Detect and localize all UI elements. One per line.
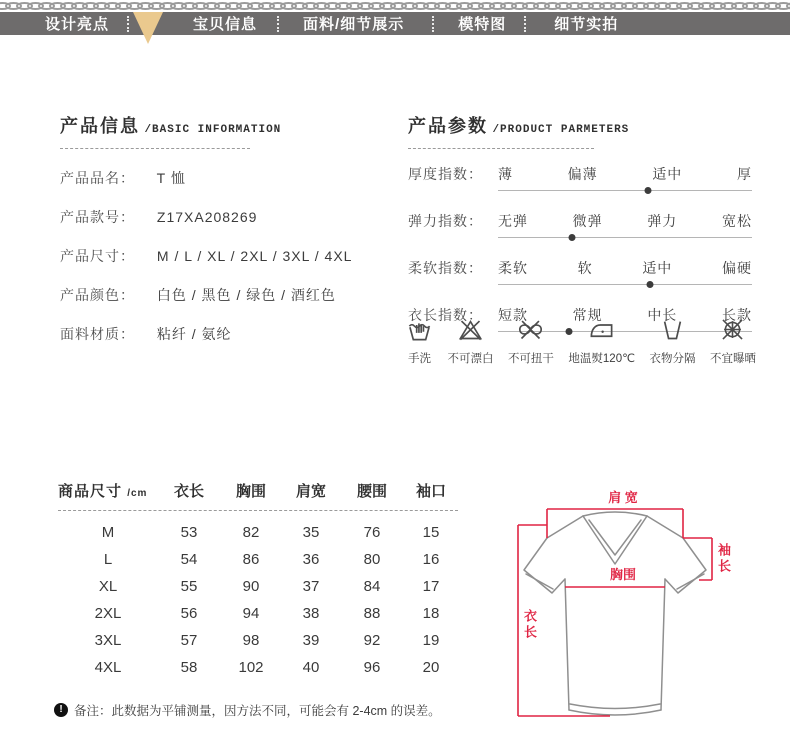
size-cell: L bbox=[103, 551, 113, 568]
care-label: 手洗 bbox=[408, 353, 431, 365]
care-item bbox=[568, 316, 635, 366]
param-option: 宽松 bbox=[721, 213, 752, 229]
tab-fabric-details[interactable]: 面料/细节展示 bbox=[303, 16, 405, 33]
product-info-section bbox=[60, 112, 400, 344]
tshirt-measurement-diagram bbox=[495, 463, 785, 739]
param-label: 厚度指数： bbox=[408, 166, 483, 182]
tab-design-highlights[interactable]: 设计亮点 bbox=[45, 16, 110, 33]
product-params-title: 产品参数 bbox=[408, 116, 488, 136]
value-cell: 56 bbox=[180, 605, 198, 622]
wash-separately-icon bbox=[659, 316, 686, 348]
care-label: 不可扭干 bbox=[507, 353, 554, 365]
value-cell: 37 bbox=[302, 578, 320, 595]
param-option: 弹力 bbox=[647, 213, 678, 229]
param-scale bbox=[498, 190, 752, 196]
size-table bbox=[58, 478, 458, 681]
value-cell: 58 bbox=[180, 659, 198, 676]
info-row-name bbox=[60, 168, 400, 188]
param-option: 常规 bbox=[572, 307, 603, 323]
info-row-colors bbox=[60, 285, 400, 305]
param-option: 柔软 bbox=[498, 260, 528, 276]
table-row bbox=[58, 546, 458, 573]
value-cell: 88 bbox=[363, 605, 381, 622]
shoulder-width-label: 肩 宽 bbox=[608, 490, 638, 505]
value-cell: 20 bbox=[422, 659, 440, 676]
value-cell: 84 bbox=[363, 578, 381, 595]
table-row bbox=[58, 519, 458, 546]
active-tab-pointer-icon bbox=[133, 12, 163, 44]
product-params-subtitle: /PRODUCT PARMETERS bbox=[492, 124, 630, 136]
param-option: 短款 bbox=[498, 307, 528, 323]
info-value: 粘纤 / 氨纶 bbox=[156, 326, 232, 342]
param-option: 偏薄 bbox=[567, 166, 598, 182]
size-cell: M bbox=[101, 524, 115, 541]
care-item bbox=[508, 316, 554, 366]
value-cell: 40 bbox=[302, 659, 320, 676]
param-label: 柔软指数： bbox=[408, 260, 483, 276]
table-row bbox=[58, 573, 458, 600]
care-item bbox=[710, 316, 756, 366]
tab-item-info[interactable]: 宝贝信息 bbox=[193, 16, 258, 33]
value-cell: 16 bbox=[422, 551, 440, 568]
param-option: 厚 bbox=[736, 166, 752, 182]
measurement-note bbox=[54, 701, 441, 719]
no-wring-icon bbox=[517, 316, 544, 348]
size-cell: XL bbox=[98, 578, 118, 595]
divider bbox=[408, 148, 594, 149]
sleeve-length-label: 袖长 bbox=[716, 543, 731, 575]
value-cell: 38 bbox=[302, 605, 320, 622]
care-item bbox=[649, 316, 695, 366]
value-cell: 98 bbox=[242, 632, 260, 649]
info-label: 面料材质： bbox=[60, 326, 135, 342]
value-cell: 94 bbox=[242, 605, 260, 622]
no-sun-icon bbox=[719, 316, 746, 348]
param-option: 适中 bbox=[642, 260, 673, 276]
table-row bbox=[58, 654, 458, 681]
low-iron-icon bbox=[588, 316, 615, 348]
value-cell: 76 bbox=[363, 524, 381, 541]
alert-icon: ! bbox=[54, 703, 68, 717]
param-option: 软 bbox=[577, 260, 593, 276]
param-row-elasticity bbox=[408, 211, 756, 243]
care-label: 衣物分隔 bbox=[649, 353, 696, 365]
col-header-waist: 腰围 bbox=[356, 482, 387, 500]
param-option: 薄 bbox=[498, 166, 513, 182]
value-cell: 39 bbox=[302, 632, 320, 649]
value-cell: 18 bbox=[422, 605, 440, 622]
garment-length-label: 衣长 bbox=[522, 609, 537, 641]
tab-model-photos[interactable]: 模特图 bbox=[458, 16, 507, 33]
info-label: 产品尺寸： bbox=[60, 248, 135, 264]
value-cell: 36 bbox=[302, 551, 320, 568]
param-label: 弹力指数： bbox=[408, 213, 483, 229]
chain-border bbox=[0, 0, 790, 12]
size-cell: 3XL bbox=[94, 632, 122, 649]
note-text: 备注：此数据为平铺测量，因方法不同，可能会有 2-4cm 的误差。 bbox=[74, 704, 441, 718]
size-cell: 2XL bbox=[94, 605, 122, 622]
table-row bbox=[58, 627, 458, 654]
info-row-sizes bbox=[60, 246, 400, 266]
param-option: 中长 bbox=[647, 307, 678, 323]
param-selected-dot bbox=[647, 281, 654, 288]
param-label: 衣长指数： bbox=[408, 307, 483, 323]
info-value: M / L / XL / 2XL / 3XL / 4XL bbox=[156, 248, 353, 264]
value-cell: 19 bbox=[422, 632, 440, 649]
col-header-length: 衣长 bbox=[173, 482, 204, 500]
value-cell: 54 bbox=[180, 551, 198, 568]
param-selected-dot bbox=[568, 234, 575, 241]
param-option: 适中 bbox=[652, 166, 683, 182]
param-scale bbox=[498, 284, 752, 290]
info-row-model bbox=[60, 207, 400, 227]
care-item bbox=[406, 316, 433, 366]
param-row-thickness bbox=[408, 164, 756, 196]
product-params-section bbox=[408, 112, 756, 337]
value-cell: 15 bbox=[422, 524, 440, 541]
value-cell: 102 bbox=[238, 659, 264, 676]
size-table-title: 商品尺寸 bbox=[58, 482, 123, 500]
nav-separator bbox=[277, 16, 279, 32]
info-value: 白色 / 黑色 / 绿色 / 酒红色 bbox=[156, 287, 336, 303]
value-cell: 96 bbox=[363, 659, 381, 676]
no-bleach-icon bbox=[457, 316, 484, 348]
table-row bbox=[58, 600, 458, 627]
info-value: Z17XA208269 bbox=[156, 209, 258, 225]
info-value: T 恤 bbox=[156, 170, 186, 186]
value-cell: 35 bbox=[302, 524, 320, 541]
size-table-header bbox=[58, 478, 458, 502]
divider bbox=[58, 510, 458, 511]
col-header-cuff: 袖口 bbox=[415, 482, 446, 500]
size-cell: 4XL bbox=[94, 659, 122, 676]
care-item bbox=[447, 316, 493, 366]
care-label: 不宜曝晒 bbox=[709, 353, 756, 365]
param-scale bbox=[498, 237, 752, 243]
info-label: 产品颜色： bbox=[60, 287, 135, 303]
value-cell: 53 bbox=[180, 524, 198, 541]
value-cell: 82 bbox=[242, 524, 260, 541]
value-cell: 86 bbox=[242, 551, 260, 568]
nav-separator bbox=[432, 16, 434, 32]
value-cell: 80 bbox=[363, 551, 381, 568]
chest-label: 胸围 bbox=[609, 567, 636, 582]
value-cell: 17 bbox=[422, 578, 440, 595]
param-option: 微弹 bbox=[572, 213, 603, 229]
care-label: 不可漂白 bbox=[447, 353, 494, 365]
param-option: 长款 bbox=[721, 307, 752, 323]
navbar bbox=[0, 12, 790, 35]
col-header-chest: 胸围 bbox=[235, 482, 266, 500]
nav-separator bbox=[524, 16, 526, 32]
value-cell: 57 bbox=[180, 632, 198, 649]
param-option: 无弹 bbox=[498, 213, 528, 229]
info-label: 产品款号： bbox=[60, 209, 135, 225]
product-info-subtitle: /BASIC INFORMATION bbox=[144, 124, 282, 136]
param-selected-dot bbox=[644, 187, 651, 194]
value-cell: 90 bbox=[242, 578, 260, 595]
value-cell: 55 bbox=[180, 578, 198, 595]
param-option: 偏硬 bbox=[721, 260, 752, 276]
product-info-heading bbox=[60, 112, 400, 138]
col-header-shoulder: 肩宽 bbox=[295, 482, 326, 500]
care-label: 地温熨120℃ bbox=[568, 353, 636, 365]
value-cell: 92 bbox=[363, 632, 381, 649]
tab-detail-shots[interactable]: 细节实拍 bbox=[554, 16, 619, 33]
product-params-heading bbox=[408, 112, 756, 138]
divider bbox=[60, 148, 250, 149]
nav-separator bbox=[127, 16, 129, 32]
info-row-material bbox=[60, 324, 400, 344]
size-table-unit: /cm bbox=[127, 487, 148, 499]
info-label: 产品品名： bbox=[60, 170, 135, 186]
param-row-softness bbox=[408, 258, 756, 290]
care-symbols-row bbox=[406, 316, 756, 366]
product-info-title: 产品信息 bbox=[60, 116, 140, 136]
hand-wash-icon bbox=[406, 316, 433, 348]
